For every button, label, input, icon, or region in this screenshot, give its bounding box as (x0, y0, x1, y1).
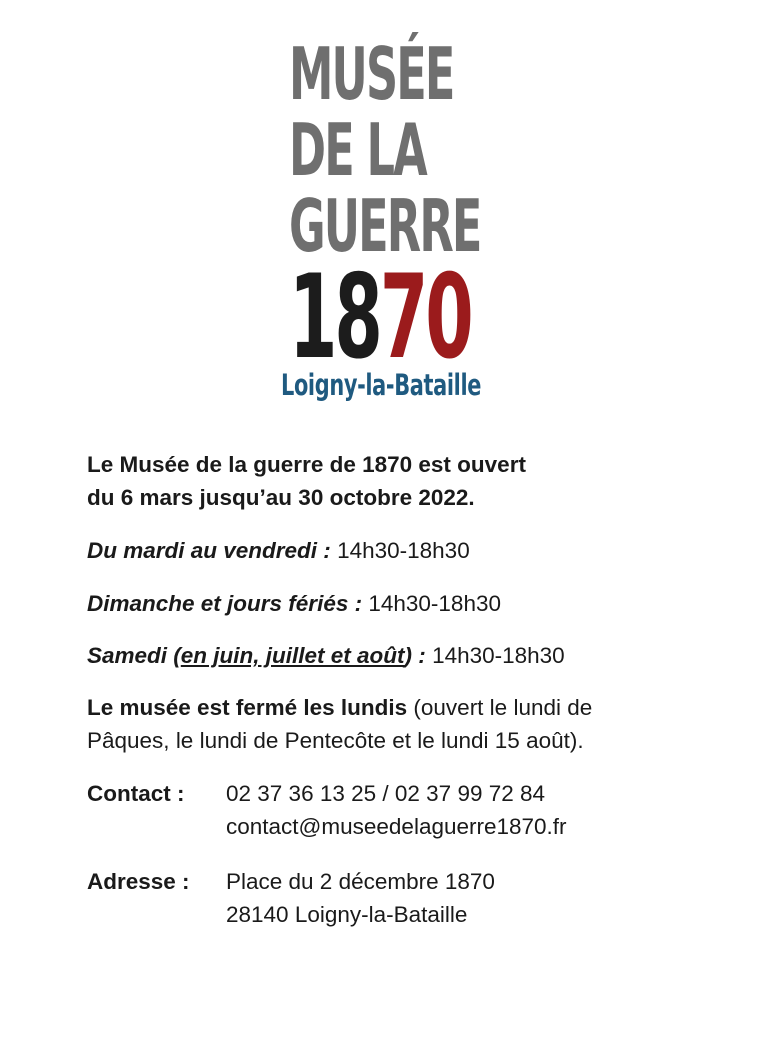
hours-time: 14h30-18h30 (337, 538, 470, 563)
address-block (87, 865, 727, 931)
intro-line-2: du 6 mars jusqu’au 30 octobre 2022. (87, 485, 475, 510)
closure-notice (87, 691, 727, 757)
closure-rest: (ouvert le lundi de (413, 695, 593, 720)
contact-email: contact@museedelaguerre1870.fr (226, 814, 567, 839)
intro-line-1: Le Musée de la guerre de 1870 est ouvert (87, 452, 526, 477)
contact-values (226, 777, 567, 843)
saturday-prefix: Samedi ( (87, 643, 181, 668)
logo-line-musee: MUSÉE (289, 32, 454, 116)
hours-saturday (87, 639, 727, 672)
logo-line-de-la: DE LA (289, 108, 426, 192)
intro-paragraph (87, 448, 727, 514)
opening-info (87, 448, 727, 931)
contact-phones: 02 37 36 13 25 / 02 37 99 72 84 (226, 781, 546, 806)
saturday-label (87, 643, 426, 668)
logo-year (289, 250, 471, 385)
hours-time: 14h30-18h30 (432, 643, 565, 668)
contact-block (87, 777, 727, 843)
address-line-2: 28140 Loigny-la-Bataille (226, 902, 468, 927)
address-label: Adresse : (87, 869, 190, 894)
logo-line-guerre: GUERRE (289, 184, 481, 268)
logo-year-dark-part: 18 (289, 250, 380, 385)
hours-time: 14h30-18h30 (368, 591, 501, 616)
contact-label: Contact : (87, 781, 185, 806)
hours-tuesday-friday (87, 534, 727, 567)
closure-bold: Le musée est fermé les lundis (87, 695, 408, 720)
hours-sunday-holidays (87, 587, 727, 620)
address-values (226, 865, 495, 931)
logo-place-name: Loigny-la-Bataille (281, 368, 482, 402)
address-line-1: Place du 2 décembre 1870 (226, 869, 495, 894)
museum-logo (0, 32, 768, 408)
closure-line-2: Pâques, le lundi de Pentecôte et le lundi 15 août). (87, 728, 584, 753)
saturday-months: en juin, juillet et août (180, 643, 405, 668)
saturday-suffix: ) : (404, 643, 426, 668)
logo-year-red-part: 70 (379, 250, 471, 385)
hours-label: Du mardi au vendredi : (87, 538, 331, 563)
hours-label: Dimanche et jours fériés : (87, 591, 363, 616)
